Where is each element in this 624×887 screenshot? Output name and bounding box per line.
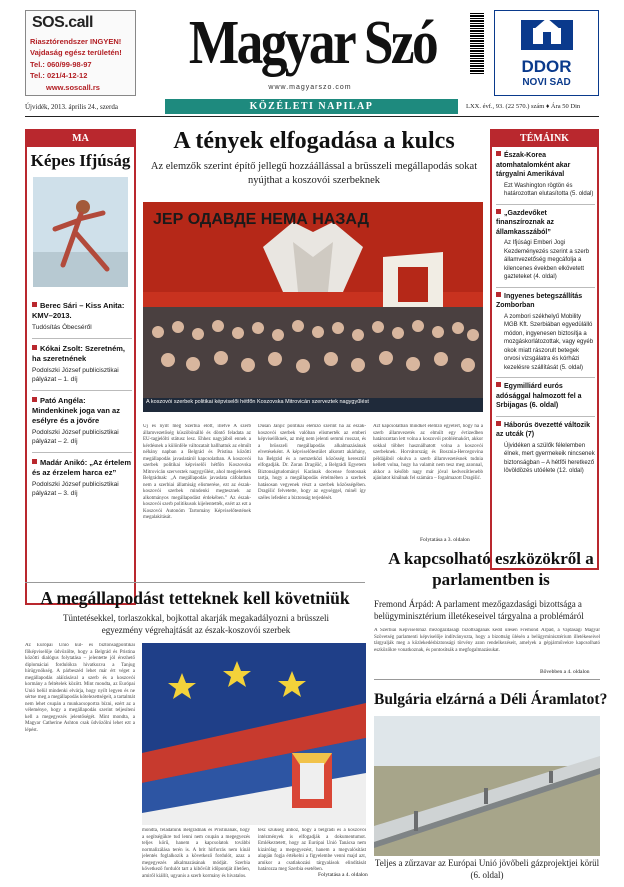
sidebar-item[interactable] (32, 390, 132, 446)
main-headline[interactable]: A tények elfogadása a kulcs (173, 128, 455, 154)
bullet-icon (496, 421, 501, 426)
left-sidebar (25, 129, 136, 605)
topic-body: Újvidéken a szülők félelemben élnek, mert gyermekeik nincsenek biztonságban – A hétfői heretkező lövöldözés utóélete (12. oldal) (504, 442, 595, 474)
bullet-icon (32, 302, 37, 307)
sidebar-item[interactable] (32, 301, 132, 332)
middle-col-1: Az Európai Unió kül- és biztonságpolitikai főképviselője üdvözölte, hogy a Belgrád és Pristina közötti dialógus folytatása – jelentette jól érezhető diplomáciai fordulókra hivatkozva a Tanjug hírügynökség. A párbeszéd lehet már ért véget a megállapodás aláírásával a szerb és a koszovói kormány a feltételek között. Mint mondta, az Európai Unió belül mindenki elvárja, hogy nyílt legyen és ne sértse meg a megállapodás kötelezettségeit, a tartalmát nem lehet csupán a munkacsoportra bízni, ezért az a véleménye, hogy a megállapodás szerint teljesíteni kell a megegyezés jelentőségét. Mint mondta, a Magyar Catherine Ashton csak üdvözölni lehet ezt a lépést. (25, 643, 135, 733)
masthead-title: Magyar Szó (188, 9, 437, 77)
middle-col-2: mondta, feladatunk Belgrádnak és Pristinának, hogy a segítségükre tud lenni nem csupán a megegyezés teljes körű, hanem a kapcsolatok további normalizálása terén is. A brit hírforrás nem kínál jelentés foglalkozik a következő fordulót, azaz a megegyezés alkalmazásának módját. Szerbia következő fordulót tart a kibővült időpontját illetően, amiről kiállít, ugyanis a szerb kormány és hivatalos. (142, 828, 250, 879)
parliament-continued[interactable]: Bővebben a 4. oldalon (540, 669, 590, 675)
parliament-deck: Fremond Árpád: A parlament mezőgazdasági bizottsága a belügyminisztérium illetékeseivel tárgyalna a problémáról (374, 599, 584, 621)
topic-body: A zombori székhelyű Mobility MGB Kft. Szerbiában egyedülálló módon, ingyenesen biztosítja a mozgáskorlátozottak, vagy egyéb okok miatt rászorult betegek orvosi vizsgálatra és kórházi kezelésre szállítását (5. oldal) (504, 313, 594, 371)
parliament-headline[interactable]: A kapcsolható eszközökről a parlamentben is (388, 549, 594, 589)
topics-label-bar (492, 131, 597, 147)
sidebar-item-sub: Podolszki József publicisztikai pályázat – 3. díj (32, 481, 119, 497)
sidebar-item-title: Kókai Zsolt: Szeretném, ha szeretnének (32, 344, 126, 363)
middle-col-3: tesz szükség ahhoz, hogy a belgrádi és a koszovói intézmények is elfogadják a dokumentumot. Emlékeztetett, hogy az Európai Unió Tanácsa nem kizárólag a megegyezést, hanem a megvalósítást alapján fogja értékelni a figyelembe venni majd azt, amikor a csatlakozási tárgyalások elindítását határozza meg Szerbia esetében. (258, 828, 366, 872)
masthead-subtitle: KÖZÉLETI NAPILAP (249, 101, 374, 112)
ddor-logo-icon (517, 16, 577, 54)
bulgaria-photo-pipeline (374, 716, 600, 856)
sidebar-item-sub: Podolszki József publicisztikai pályázat – 2. díj (32, 429, 119, 445)
sidebar-item-title: Pató Angéla: Mindenkinek joga van az esélyre és a jövőre (32, 396, 120, 425)
sidebar-item[interactable] (32, 452, 132, 498)
ad-sos-call[interactable] (25, 10, 136, 96)
topic-title: Észak-Korea atomhatalomként akar tárgyalni Amerikával (496, 152, 571, 178)
sidebar-title[interactable]: Képes Ifjúság (30, 151, 131, 170)
dancer-image (33, 177, 128, 287)
main-col-3: Azt kapcsolatban mindkét elemző egyetért, hogy ha a szerb államvezetés az elmúlt egy évtizedben határozottan lett volna a koszovói problémakört, akkor sokkal többet használhatott volna a koszovói szerbeknek. Horvátország és Bosznia-Hercegovina példájából okulva a szerb államvezetésnek tudnia kellett volna, hogy ha valamit nem tesz meg azonnal, akkor a később nagy már jóval kedvezőtlenebb ajánlatot kínálnak fel számára – fogalmazott Dragišić. (373, 424, 483, 481)
barcode (470, 12, 484, 74)
ad-line: Riasztórendszer INGYEN! (30, 37, 122, 46)
sidebar-item[interactable] (32, 338, 132, 384)
middle-continued[interactable]: Folytatása a 4. oldalon (318, 872, 368, 878)
sos-logo: SOS.call (32, 14, 93, 31)
main-col-1: Új és nyílt meg Szerbia előtt, illetve A szerb államvezetőség küszöbönálló és döntő feladata az EU-tagjelölti státusz lesz. Ehhez nagyjából ennek a kérdésnek a különféle változatait hallhattuk az elmúlt néhány napban a Belgrád és Pristina közötti megállapodás javaslatáról kapcsolatban. A koszovói szerbek politikai képviselői hétfőn Koszovska Mitrovicán szerveztek nagygyűlést, ahol megjelentek Belgrádnak: „A megállapodás javaslata cáfolatban nem a szerbiai államiság elismerése, ezt az észak-koszovói szerbek mindenki megtesznek az alkotmányos megállapodást érdekében.” Az észak-koszovói szerb politikusok kijelentették, ezért az ezt a Koszovói Autonóm Tartomány Képviselőtestének megalakítását. (143, 424, 251, 520)
bullet-icon (32, 397, 37, 402)
topic-item[interactable] (496, 287, 595, 373)
bullet-icon (496, 209, 501, 214)
topic-item[interactable] (496, 377, 595, 411)
sidebar-item-sub: Tudósítás Óbecséről (32, 324, 92, 331)
issue-date: Újvidék, 2013. április 24., szerda (25, 103, 118, 111)
middle-photo-flags (142, 643, 366, 825)
masthead-url: www.magyarszo.com (268, 84, 352, 91)
main-deck: Az elemzők szerint építő jellegű hozzáállással a brüsszeli megállapodás sokat nyújthat a koszovói szerbeknek (150, 161, 478, 186)
sidebar-label-bar (27, 131, 134, 147)
ddor-city: NOVI SAD (522, 77, 571, 88)
middle-headline[interactable]: A megállapodást tetteknek kell követniük (40, 588, 350, 608)
issue-number: LXX. évf., 93. (22 570.) szám ♦ Ára 50 Din (466, 103, 581, 110)
middle-deck: Tüntetésekkel, torlaszokkal, bojkottal akarják megakadályozni a brüsszeli egyezmény végrehajtását az észak-koszovói szerbek (63, 613, 329, 635)
topic-item[interactable] (496, 204, 595, 282)
main-continued[interactable]: Folytatása a 3. oldalon (420, 537, 470, 543)
bullet-icon (496, 382, 501, 387)
bullet-icon (32, 459, 37, 464)
topic-title: „Gazdevőket finanszíroznak az államkasszából” (496, 209, 554, 236)
sidebar-item-title: Berec Sári – Kiss Anita: KMV–2013. (32, 301, 125, 320)
topic-body: Az Ifjúsági Emberi Jogi Kezdeményezés szerint a szerb államvezetőség megcáfolja a kilencenes években elkövetett gazteteket (4. oldal) (504, 240, 590, 280)
topic-body: Ezt Washington rögtön és határozottan elutasította (5. oldal) (504, 182, 594, 197)
main-photo-caption: A koszovói szerbek politikai képviselői hétfőn Koszovska Mitrovicán szerveztek nagygyűlést (146, 399, 369, 405)
main-col-2: Dušan Janjić politikai elemző szerint ha az észak-koszovói szerbek valóban elismerték az emberi képviselőknek, az még nem jelenti semmi rosszat, és a brüsszeli megállapodás alkalmazásának elvetéseként. A képviselőtestület alkotott akárhány, ha Belgrád és a nemzetközi közösség keresztül elfogadják. Dr. Zoran Dragišić, a Belgrádi Egyetem Biztonságtudományi Karának docense fontosnak tartja, hogy a megállapodás értelmében a szerbek hatásosan vegyenek részt a szerbek közösségében. Dragišić felvetette, hogy az egységgel, minél így széles lefedést a biztonság terjedését. (258, 424, 366, 501)
parliament-body: A Szerbiai Képviselőház mezőgazdasági bizottságának kedd ülésén Fremond Árpád, a Vajdasági Magyar Szövetség parlamenti képviselője indítványozta, hogy a bizottság ülésén a belügyminisztérium illetékeseivel tárgyalják meg a közlekedésbiztonsági törvény azon rendelkezéseit, amelyek a gépjárművekre kapcsolható eszközökre vonatkoznak, és pontosítsák a megfogalmazásukat. (374, 628, 600, 653)
main-photo-rally (143, 202, 483, 412)
topic-title: Egymilliárd eurós adósággal halmozott fel a Srbijagas (6. oldal) (496, 383, 582, 409)
bullet-icon (496, 292, 501, 297)
ddor-brand: DDOR (521, 57, 572, 76)
sidebar-item-title: Madár Anikó: „Az értelem és az érzelem harca ez” (32, 458, 131, 477)
topic-item[interactable] (496, 151, 595, 199)
masthead-subtitle-bar (165, 99, 458, 114)
topics-list (496, 151, 595, 476)
sidebar-label: MA (72, 133, 89, 144)
ad-url: www.soscall.rs (46, 83, 100, 92)
ad-phone: Tel.: 021/4-12-12 (30, 71, 88, 80)
ad-ddor[interactable] (494, 10, 599, 96)
bulgaria-headline[interactable]: Bulgária elzárná a Déli Áramlatot? (374, 691, 608, 708)
banner-text: ЈЕР ОДАВДЕ НЕМА НАЗАД (153, 211, 369, 228)
bullet-icon (32, 345, 37, 350)
bulgaria-caption: Teljes a zűrzavar az Európai Unió jövőbeli gázprojektjei körül (6. oldal) (374, 858, 600, 880)
bullet-icon (496, 151, 501, 156)
topic-title: Háborús övezetté változik az utcák (7) (496, 421, 590, 438)
ad-line: Vajdaság egész területén! (30, 48, 122, 57)
topic-item[interactable] (496, 416, 595, 476)
sidebar-list (32, 301, 132, 498)
sidebar-item-sub: Podolszki József publicisztikai pályázat – 1. díj (32, 367, 119, 383)
right-sidebar (490, 129, 599, 570)
topic-title: Ingyenes betegszállítás Zomborban (496, 292, 583, 309)
ad-phone: Tel.: 060/99-98-97 (30, 60, 92, 69)
topics-label: TÉMÁINK (520, 133, 569, 144)
